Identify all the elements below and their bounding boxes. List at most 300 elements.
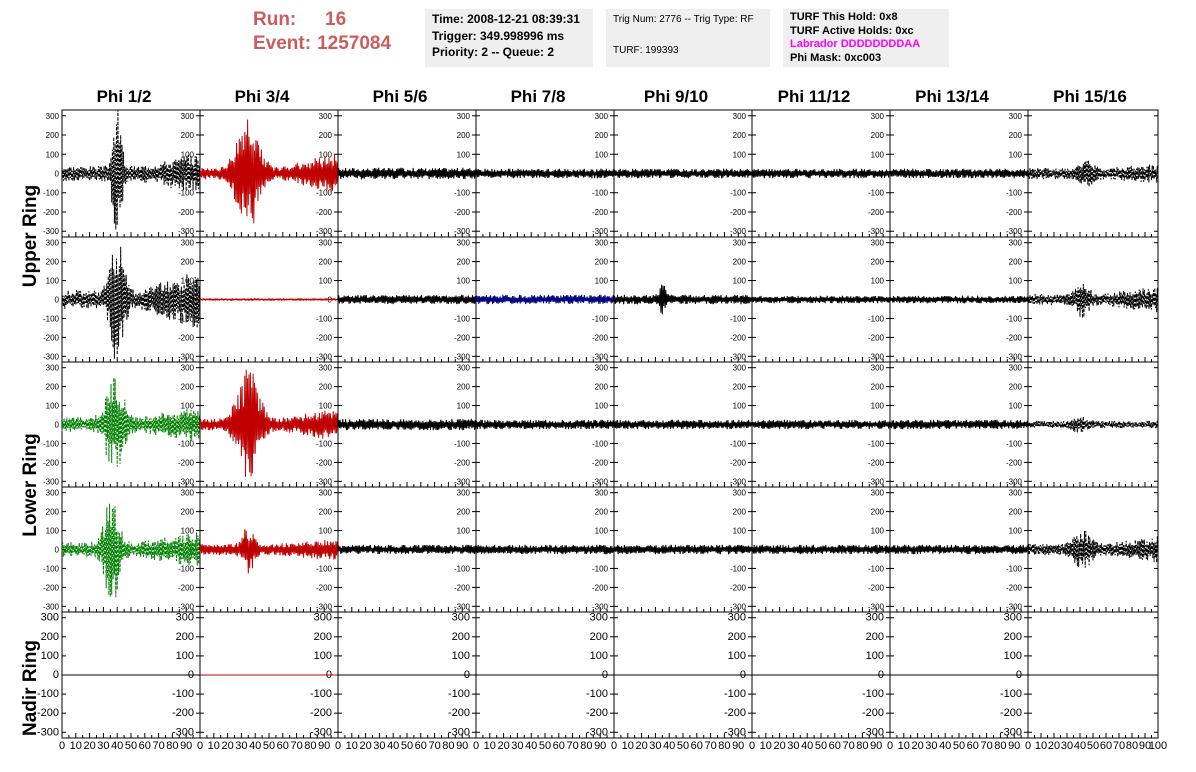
panel-r3-c7 (1028, 487, 1158, 612)
x-tick-label: 30 (235, 740, 248, 752)
x-tick-label: 20 (635, 740, 648, 752)
y-tick-label: 100 (1008, 150, 1022, 160)
y-tick-label: -300 (1005, 352, 1022, 362)
event-label: Event: (253, 33, 312, 54)
y-tick-label: 200 (456, 382, 470, 392)
y-tick-label: -300 (867, 602, 884, 612)
y-tick-label: -100 (309, 688, 332, 701)
y-tick-label: 0 (603, 545, 608, 555)
y-tick-label-left: -300 (36, 726, 59, 739)
x-tick-label: 0 (610, 740, 618, 752)
panel-r1-c4 (614, 237, 752, 362)
x-tick-label: 70 (290, 740, 303, 752)
x-tick-label: 90 (594, 740, 607, 752)
turf-hold-line: TURF This Hold: 0x8 (790, 11, 898, 23)
y-tick-label: 100 (456, 276, 470, 286)
y-tick-label-left: -200 (42, 207, 59, 217)
x-tick-label: 50 (400, 740, 414, 752)
y-tick-label-left: 100 (45, 526, 59, 536)
y-tick-label: -200 (315, 458, 332, 468)
y-tick-label-left: 200 (45, 131, 59, 141)
x-tick-label: 60 (690, 740, 703, 752)
x-tick-label: 80 (994, 740, 1007, 752)
run-value: 16 (325, 9, 347, 30)
x-tick-label: 90 (1008, 740, 1021, 752)
x-tick-label: 50 (952, 740, 966, 752)
x-tick-label: 30 (373, 740, 386, 752)
x-tick-label: 90 (732, 740, 745, 752)
y-tick-label: 0 (877, 669, 884, 681)
y-tick-label: 0 (741, 420, 746, 430)
y-tick-label: -300 (591, 227, 608, 237)
y-tick-label: -300 (729, 227, 746, 237)
column-header-phi-7-8: Phi 7/8 (510, 87, 566, 106)
y-tick-label: -100 (447, 688, 470, 701)
y-tick-label: 0 (465, 545, 470, 555)
y-tick-label: 0 (741, 169, 746, 179)
y-tick-label: 300 (1008, 363, 1022, 373)
y-tick-label-left: 300 (45, 111, 59, 121)
y-tick-label: -100 (591, 314, 608, 324)
waveform-trace (62, 378, 200, 467)
y-tick-label: 300 (732, 111, 746, 121)
y-tick-label: 200 (175, 630, 194, 643)
waveform-trace (614, 169, 752, 179)
y-tick-label: -300 (591, 477, 608, 487)
y-tick-label: 300 (456, 488, 470, 498)
y-tick-label: -200 (447, 707, 470, 720)
waveform-trace (614, 420, 752, 429)
turf-active-line: TURF Active Holds: 0xc (790, 24, 914, 37)
waveform-trace (476, 545, 614, 554)
y-tick-label: 100 (1008, 526, 1022, 536)
y-tick-label: 0 (879, 295, 884, 305)
y-tick-label: -300 (309, 726, 332, 739)
x-tick-label: 10 (759, 740, 772, 752)
y-tick-label: 100 (732, 150, 746, 160)
x-tick-label: 0 (886, 740, 894, 752)
y-tick-label: 200 (732, 507, 746, 517)
y-tick-label: -200 (315, 333, 332, 343)
y-tick-label-left: -100 (42, 188, 59, 198)
x-tick-label: 80 (718, 740, 731, 752)
y-tick-label: 100 (1003, 649, 1022, 662)
y-tick-label: 100 (1008, 401, 1022, 411)
y-tick-label: -100 (171, 688, 194, 701)
x-tick-label: 30 (97, 740, 110, 752)
y-tick-label: 200 (594, 507, 608, 517)
y-tick-label: -100 (867, 564, 884, 574)
y-tick-label: 300 (456, 363, 470, 373)
x-tick-label: 90 (318, 740, 331, 752)
y-tick-label: -200 (453, 583, 470, 593)
y-tick-label: 300 (456, 111, 470, 121)
y-tick-label: -300 (729, 352, 746, 362)
y-tick-label: 200 (870, 131, 884, 141)
y-tick-label: -100 (453, 314, 470, 324)
y-tick-label-left: 200 (45, 382, 59, 392)
y-tick-label: 300 (456, 238, 470, 248)
y-tick-label: 100 (589, 649, 608, 662)
row-label-nadir-ring: Nadir Ring (20, 639, 41, 737)
y-tick-label: -300 (315, 227, 332, 237)
y-tick-label: 100 (318, 526, 332, 536)
y-tick-label: 300 (180, 238, 194, 248)
y-tick-label-left: 200 (40, 630, 59, 643)
y-tick-label: -200 (177, 458, 194, 468)
y-tick-label: 200 (594, 257, 608, 267)
x-tick-label: 30 (925, 740, 938, 752)
y-tick-label: 300 (175, 611, 194, 624)
y-tick-label: -100 (453, 439, 470, 449)
panel-r2-c7 (1028, 362, 1158, 487)
x-tick-label: 50 (538, 740, 552, 752)
x-tick-label: 40 (939, 740, 952, 752)
y-tick-label: -100 (453, 564, 470, 574)
x-tick-label: 30 (649, 740, 662, 752)
waveform-trace (476, 420, 614, 429)
y-tick-label: -300 (591, 352, 608, 362)
y-tick-label: -200 (1005, 333, 1022, 343)
y-tick-label: 200 (1008, 382, 1022, 392)
x-tick-label: 90 (180, 740, 193, 752)
x-tick-label: 90 (870, 740, 883, 752)
panel-r4-c6 (887, 612, 1028, 752)
x-tick-label: 70 (980, 740, 993, 752)
y-tick-label: -300 (177, 352, 194, 362)
x-tick-label: 40 (663, 740, 676, 752)
y-tick-label: 100 (180, 150, 194, 160)
x-tick-label: 20 (911, 740, 924, 752)
y-tick-label: 200 (1003, 630, 1022, 643)
x-tick-label: 70 (566, 740, 579, 752)
y-tick-label-left: 0 (54, 545, 59, 555)
x-tick-label: 30 (511, 740, 524, 752)
panel-r4-c1 (197, 612, 338, 752)
y-tick-label: 100 (318, 150, 332, 160)
y-tick-label-left: 300 (45, 488, 59, 498)
x-tick-label: 50 (814, 740, 828, 752)
waveform-trace (752, 545, 890, 554)
y-tick-label: 100 (594, 526, 608, 536)
y-tick-label: -300 (867, 352, 884, 362)
y-tick-label: 100 (180, 526, 194, 536)
y-tick-label: -300 (867, 477, 884, 487)
x-tick-label: 20 (221, 740, 234, 752)
y-tick-label: 100 (313, 649, 332, 662)
panel-r0-c1 (200, 110, 338, 237)
y-tick-label: -300 (1005, 602, 1022, 612)
y-tick-label: 0 (327, 420, 332, 430)
panel-r3-c6 (890, 487, 1028, 612)
x-tick-label: 20 (497, 740, 510, 752)
y-tick-label: -100 (729, 314, 746, 324)
y-tick-label: 300 (732, 363, 746, 373)
y-tick-label: -100 (591, 188, 608, 198)
y-tick-label: 300 (870, 363, 884, 373)
y-tick-label: -100 (1005, 188, 1022, 198)
y-tick-label-left: 300 (45, 238, 59, 248)
y-tick-label: 0 (189, 545, 194, 555)
y-tick-label: -200 (867, 333, 884, 343)
y-tick-label: 300 (180, 111, 194, 121)
y-tick-label: 0 (879, 420, 884, 430)
y-tick-label: -200 (867, 207, 884, 217)
waveform-trace (890, 420, 1028, 429)
waveform-trace (752, 169, 890, 179)
y-tick-label: -200 (591, 583, 608, 593)
x-tick-label: 100 (1148, 740, 1168, 752)
panel-r2-c5 (752, 362, 890, 487)
y-tick-label: 100 (456, 401, 470, 411)
y-tick-label: 0 (465, 169, 470, 179)
y-tick-label: -200 (867, 583, 884, 593)
panel-r2-c6 (890, 362, 1028, 487)
y-tick-label: -200 (453, 207, 470, 217)
y-tick-label: -300 (591, 602, 608, 612)
y-tick-label: -300 (177, 477, 194, 487)
x-tick-label: 60 (138, 740, 151, 752)
y-tick-label: 200 (180, 257, 194, 267)
x-tick-label: 20 (83, 740, 96, 752)
y-tick-label: 0 (325, 669, 332, 681)
column-header-phi-5-6: Phi 5/6 (372, 87, 428, 106)
y-tick-label: 0 (327, 169, 332, 179)
y-tick-label-left: -100 (42, 314, 59, 324)
y-tick-label: 200 (318, 257, 332, 267)
y-tick-label: -100 (729, 188, 746, 198)
x-tick-label: 90 (1138, 740, 1152, 752)
x-tick-label: 0 (334, 740, 342, 752)
y-tick-label: 300 (870, 488, 884, 498)
y-tick-label: 200 (870, 507, 884, 517)
time-line: Time: 2008-12-21 08:39:31 (432, 12, 580, 26)
y-tick-label: -300 (729, 477, 746, 487)
panel-r3-c4 (614, 487, 752, 612)
x-tick-label: 60 (966, 740, 979, 752)
y-tick-label-left: -100 (42, 439, 59, 449)
waveform-trace (890, 545, 1028, 554)
y-tick-label: -300 (585, 726, 608, 739)
y-tick-label: -200 (723, 707, 746, 720)
y-tick-label: -200 (453, 333, 470, 343)
y-tick-label: 200 (732, 257, 746, 267)
y-tick-label-left: -300 (42, 477, 59, 487)
panel-r4-c3 (473, 612, 614, 752)
y-tick-label: -300 (729, 602, 746, 612)
y-tick-label: -300 (315, 352, 332, 362)
y-tick-label: 100 (594, 401, 608, 411)
panel-r1-c1 (200, 237, 338, 362)
y-tick-label-left: 100 (45, 276, 59, 286)
panel-r4-c0 (37, 612, 200, 752)
panel-r0-c0 (43, 110, 200, 237)
panel-r2-c0 (43, 362, 200, 487)
y-tick-label: 300 (318, 488, 332, 498)
x-tick-label: 40 (525, 740, 538, 752)
waveform-trace (1028, 160, 1158, 186)
y-tick-label: 0 (327, 295, 332, 305)
y-tick-label-left: 0 (54, 295, 59, 305)
y-tick-label: 100 (180, 401, 194, 411)
waveform-trace (890, 169, 1028, 179)
waveform-trace (476, 169, 614, 179)
x-tick-label: 60 (552, 740, 565, 752)
y-tick-label: -300 (177, 602, 194, 612)
y-tick-label: 0 (603, 169, 608, 179)
y-tick-label: 100 (594, 150, 608, 160)
y-tick-label-left: 100 (40, 649, 59, 662)
panel-r3-c5 (752, 487, 890, 612)
y-tick-label: -300 (453, 352, 470, 362)
x-tick-label: 10 (345, 740, 358, 752)
y-tick-label: 200 (456, 131, 470, 141)
y-tick-label: 300 (589, 611, 608, 624)
labrador-line: Labrador DDDDDDDDAA (790, 38, 921, 50)
x-tick-label: 10 (621, 740, 634, 752)
y-tick-label: -300 (999, 726, 1022, 739)
y-tick-label-left: -200 (42, 583, 59, 593)
y-tick-label: -200 (591, 458, 608, 468)
y-tick-label: 300 (180, 363, 194, 373)
y-tick-label: 300 (870, 238, 884, 248)
y-tick-label: 200 (727, 630, 746, 643)
y-tick-label: 200 (180, 131, 194, 141)
y-tick-label: 0 (327, 545, 332, 555)
panel-r4-c4 (611, 612, 752, 752)
y-tick-label-left: -300 (42, 227, 59, 237)
x-tick-label: 0 (196, 740, 204, 752)
x-tick-label: 70 (704, 740, 717, 752)
y-tick-label: -300 (867, 227, 884, 237)
panel-r4-c7 (1025, 612, 1167, 752)
x-tick-label: 70 (1112, 740, 1126, 752)
y-tick-label: 200 (180, 507, 194, 517)
y-tick-label: -300 (453, 477, 470, 487)
y-tick-label: -100 (315, 439, 332, 449)
y-tick-label: -200 (729, 583, 746, 593)
y-tick-label: -200 (177, 207, 194, 217)
y-tick-label: 200 (870, 257, 884, 267)
y-tick-label: -100 (585, 688, 608, 701)
phi-mask-line: Phi Mask: 0xc003 (790, 51, 882, 64)
panel-r1-c6 (890, 237, 1028, 362)
y-tick-label: 300 (180, 488, 194, 498)
y-tick-label: -200 (729, 333, 746, 343)
priority-line: Priority: 2 -- Queue: 2 (432, 45, 555, 59)
y-tick-label: 200 (318, 131, 332, 141)
y-tick-label: 0 (739, 669, 746, 681)
panel-r1-c5 (752, 237, 890, 362)
y-tick-label: 200 (451, 630, 470, 643)
y-tick-label: 300 (727, 611, 746, 624)
x-tick-label: 50 (676, 740, 690, 752)
y-tick-label: 0 (879, 169, 884, 179)
x-tick-label: 80 (580, 740, 593, 752)
x-tick-label: 50 (1086, 740, 1100, 752)
panel-r2-c2 (338, 362, 476, 487)
y-tick-label: 100 (318, 276, 332, 286)
y-tick-label: -200 (177, 583, 194, 593)
y-tick-label: -200 (1005, 458, 1022, 468)
waveform-trace (200, 299, 338, 301)
y-tick-label: 0 (601, 669, 608, 681)
y-tick-label: -200 (729, 207, 746, 217)
y-tick-label: 200 (456, 257, 470, 267)
y-tick-label: 0 (603, 420, 608, 430)
panel-r0-c5 (752, 110, 890, 237)
y-tick-label: 200 (318, 382, 332, 392)
column-header-phi-9-10: Phi 9/10 (643, 87, 709, 106)
y-tick-label: -200 (177, 333, 194, 343)
y-tick-label: -300 (447, 726, 470, 739)
x-tick-label: 0 (472, 740, 480, 752)
y-tick-label: -100 (999, 688, 1022, 701)
y-tick-label: -100 (177, 188, 194, 198)
y-tick-label-left: -300 (42, 602, 59, 612)
y-tick-label: 0 (1017, 295, 1022, 305)
y-tick-label: -100 (1005, 314, 1022, 324)
y-tick-label: -300 (171, 726, 194, 739)
y-tick-label: 100 (175, 649, 194, 662)
waveform-trace (476, 295, 614, 304)
column-header-phi-1-2: Phi 1/2 (96, 87, 152, 106)
x-tick-label: 40 (111, 740, 124, 752)
turf-line: TURF: 199393 (613, 44, 679, 56)
event-value: 1257084 (317, 33, 392, 54)
column-header-phi-3-4: Phi 3/4 (234, 87, 290, 106)
y-tick-label-left: 0 (54, 169, 59, 179)
x-tick-label: 70 (842, 740, 855, 752)
y-tick-label: -200 (861, 707, 884, 720)
panel-r4-c2 (335, 612, 476, 752)
x-tick-label: 10 (207, 740, 220, 752)
y-tick-label: -200 (315, 207, 332, 217)
waveform-trace (1028, 531, 1158, 568)
y-tick-label: -200 (591, 333, 608, 343)
waveform-trace (1028, 416, 1158, 432)
y-tick-label-left: 0 (54, 420, 59, 430)
y-tick-label: 100 (451, 649, 470, 662)
y-tick-label: -200 (591, 207, 608, 217)
x-tick-label: 0 (748, 740, 756, 752)
y-tick-label: -300 (315, 602, 332, 612)
y-tick-label: 0 (463, 669, 470, 681)
y-tick-label: -300 (453, 602, 470, 612)
y-tick-label: -200 (453, 458, 470, 468)
y-tick-label: -100 (177, 564, 194, 574)
waveform-trace (890, 296, 1028, 304)
y-tick-label: 300 (318, 363, 332, 373)
y-tick-label: -200 (729, 458, 746, 468)
x-tick-label: 30 (1060, 740, 1074, 752)
x-tick-label: 80 (442, 740, 455, 752)
y-tick-label: -200 (585, 707, 608, 720)
y-tick-label: 200 (1008, 257, 1022, 267)
x-tick-label: 80 (304, 740, 317, 752)
y-tick-label: -200 (867, 458, 884, 468)
waveform-trace (752, 296, 890, 304)
panel-r3-c3 (476, 487, 614, 612)
y-tick-label: 200 (870, 382, 884, 392)
y-tick-label: -300 (1005, 227, 1022, 237)
y-tick-label: -100 (861, 688, 884, 701)
waveform-trace (614, 285, 752, 315)
y-tick-label: 100 (456, 150, 470, 160)
y-tick-label: 300 (451, 611, 470, 624)
y-tick-label: 100 (870, 276, 884, 286)
y-tick-label: -200 (1005, 583, 1022, 593)
